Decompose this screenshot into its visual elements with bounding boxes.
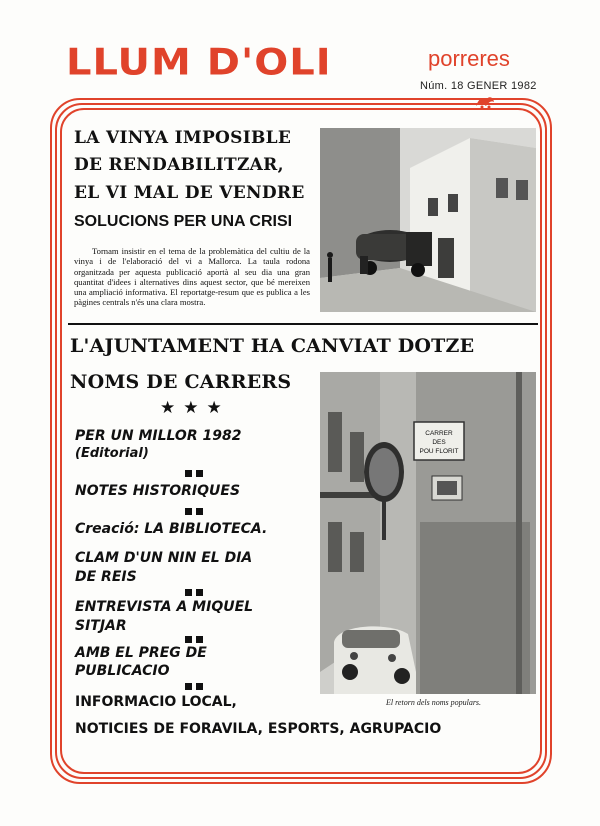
item-separator [183, 589, 207, 596]
contents-item-library: Creació: LA BIBLIOTECA. [75, 521, 268, 537]
street-sign-line-2: DES [432, 439, 446, 446]
contents-item-clam-line-1: CLAM D'UN NIN EL DIA [75, 550, 253, 566]
story1-headline-line-1: LA VINYA IMPOSIBLE [74, 128, 292, 148]
section-divider [68, 323, 538, 325]
contents-item-interview-line-1: ENTREVISTA A MIQUEL [75, 599, 254, 615]
story1-headline-line-3: EL VI MAL DE VENDRE [74, 183, 305, 203]
story2-headline-line-1: L'AJUNTAMENT HA CANVIAT DOTZE [70, 335, 475, 357]
item-separator [183, 508, 207, 515]
masthead-title: LLUM D'OLI [66, 41, 332, 84]
story2-headline-line-2: NOMS DE CARRERS [70, 371, 292, 393]
contents-item-editorial-note: (Editorial) [75, 446, 149, 461]
contents-item-local-line-1: INFORMACIO LOCAL, [75, 694, 237, 710]
contents-item-editorial: PER UN MILLOR 1982 [75, 428, 242, 444]
tanker-truck-photo [320, 128, 536, 312]
story1-lead-paragraph: Tornam insistir en el tema de la problemàtica del cultiu de la vinya i de l'elaboració del vi a Mallorca. La taula rodona organitzada per aquesta publicació aportà al seu dia una gran quantitat d'idees i alternatives dins aquest sector, que bé mereixen una ampliació informativa. El reportatge-resum que es publica a les pàgines centrals n'és una clara mostra. [74, 246, 310, 308]
contents-item-clam-line-2: DE REIS [75, 569, 137, 585]
masthead-town: porreres [428, 46, 510, 71]
story1-subhead: SOLUCIONS PER UNA CRISI [74, 213, 293, 230]
stars-ornament: ★★★ [160, 398, 230, 418]
item-separator [183, 683, 207, 690]
street-sign-line-3: POU FLORIT [419, 448, 459, 455]
street-sign-photo [320, 372, 536, 694]
item-separator [183, 470, 207, 477]
story1-headline-line-2: DE RENDABILITZAR, [74, 155, 284, 175]
issue-info: Núm. 18 GENER 1982 [420, 80, 537, 92]
contents-item-preg-line-1: AMB EL PREG DE [75, 645, 207, 661]
contents-item-notes: NOTES HISTORIQUES [75, 483, 241, 499]
contents-item-local-line-2: NOTICIES DE FORAVILA, ESPORTS, AGRUPACIO [75, 721, 442, 737]
photo-caption: El retorn dels noms populars. [386, 698, 482, 707]
street-sign-line-1: CARRER [425, 430, 453, 437]
contents-item-interview-line-2: SITJAR [75, 618, 127, 634]
item-separator [183, 636, 207, 643]
contents-item-preg-line-2: PUBLICACIO [75, 663, 170, 679]
